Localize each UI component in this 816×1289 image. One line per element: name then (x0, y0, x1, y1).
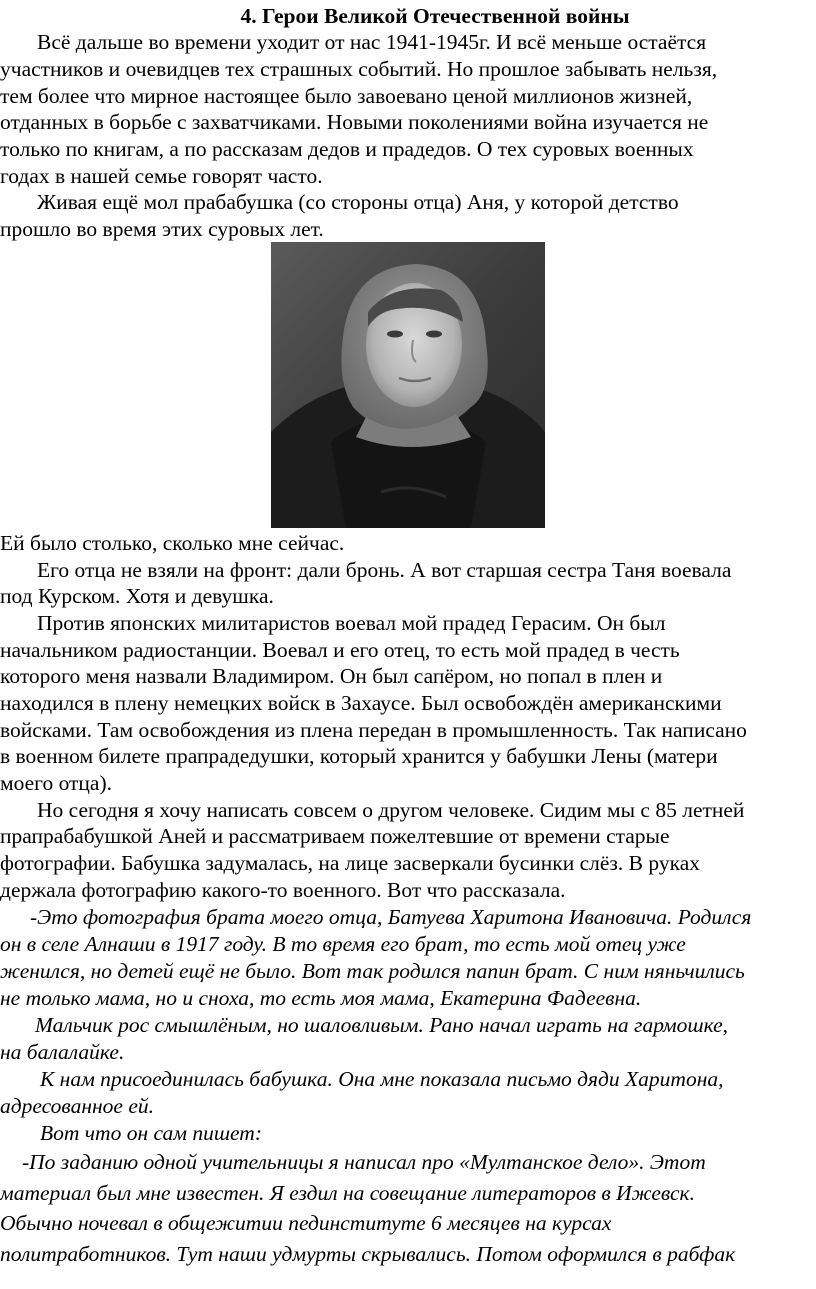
text-line: тем более что мирное настоящее было завоевано ценой миллионов жизней, (0, 84, 693, 108)
text-line: начальником радиостанции. Воевал и его отец, то есть мой прадед в честь (0, 638, 680, 662)
italic-text-line: Мальчик рос смышлёным, но шаловливым. Рано начал играть на гармошке, (35, 1013, 729, 1037)
text-line: прапрабабушкой Аней и рассматриваем пожелтевшие от времени старые (0, 824, 670, 848)
italic-text-line: Обычно ночевал в общежитии пединституте 6 месяцев на курсах (0, 1211, 612, 1235)
text-line: Но сегодня я хочу написать совсем о другом человеке. Сидим мы с 85 летней (37, 798, 745, 822)
italic-text-line: на балалайке. (0, 1040, 125, 1064)
text-line: годах в нашей семье говорят часто. (0, 164, 323, 188)
text-line: прошло во время этих суровых лет. (0, 217, 324, 241)
italic-text-line: политработников. Тут наши удмурты скрывались. Потом оформился в рабфак (0, 1242, 736, 1266)
text-line: фотографии. Бабушка задумалась, на лице засверкали бусинки слёз. В руках (0, 851, 701, 875)
italic-text-line: он в селе Алнаши в 1917 году. В то время его брат, то есть мой отец уже (0, 932, 686, 956)
text-line: войсками. Там освобождения из плена передан в промышленность. Так написано (0, 718, 747, 742)
portrait-photo (271, 242, 545, 528)
text-line: Живая ещё мол прабабушка (со стороны отца) Аня, у которой детство (37, 190, 679, 214)
text-line: Против японских милитаристов воевал мой прадед Герасим. Он был (37, 611, 666, 635)
section-title: 4. Герои Великой Отечественной войны (240, 4, 630, 28)
text-line: держала фотографию какого-то военного. Вот что рассказала. (0, 878, 566, 902)
italic-text-line: К нам присоединилась бабушка. Она мне показала письмо дяди Харитона, (40, 1067, 724, 1091)
text-line: отданных в борьбе с захватчиками. Новыми поколениями война изучается не (0, 110, 709, 134)
italic-text-line: -По заданию одной учительницы я написал про «Мултанское дело». Этот (22, 1150, 706, 1174)
italic-text-line: Вот что он сам пишет: (40, 1121, 262, 1145)
text-line: моего отца). (0, 771, 113, 795)
italic-text-line: не только мама, но и сноха, то есть моя мама, Екатерина Фадеевна. (0, 986, 642, 1010)
text-line: Ей было столько, сколько мне сейчас. (0, 531, 345, 555)
text-line: которого меня назвали Владимиром. Он был сапёром, но попал в плен и (0, 664, 663, 688)
italic-text-line: материал был мне известен. Я ездил на совещание литераторов в Ижевск. (0, 1181, 695, 1205)
italic-text-line: -Это фотография брата моего отца, Батуева Харитона Ивановича. Родился (30, 905, 752, 929)
text-line: в военном билете прапрадедушки, который хранится у бабушки Лены (матери (0, 744, 718, 768)
text-line: находился в плену немецких войск в Захаусе. Был освобождён американскими (0, 691, 722, 715)
text-line: только по книгам, а по рассказам дедов и прадедов. О тех суровых военных (0, 137, 694, 161)
italic-text-line: женился, но детей ещё не было. Вот так родился папин брат. С ним няньчились (0, 959, 745, 983)
text-line: Всё дальше во времени уходит от нас 1941-1945г. И всё меньше остаётся (37, 30, 707, 54)
italic-text-line: адресованное ей. (0, 1094, 154, 1118)
text-line: под Курском. Хотя и девушка. (0, 584, 274, 608)
text-line: участников и очевидцев тех страшных событий. Но прошлое забывать нельзя, (0, 57, 718, 81)
text-line: Его отца не взяли на фронт: дали бронь. А вот старшая сестра Таня воевала (37, 558, 732, 582)
